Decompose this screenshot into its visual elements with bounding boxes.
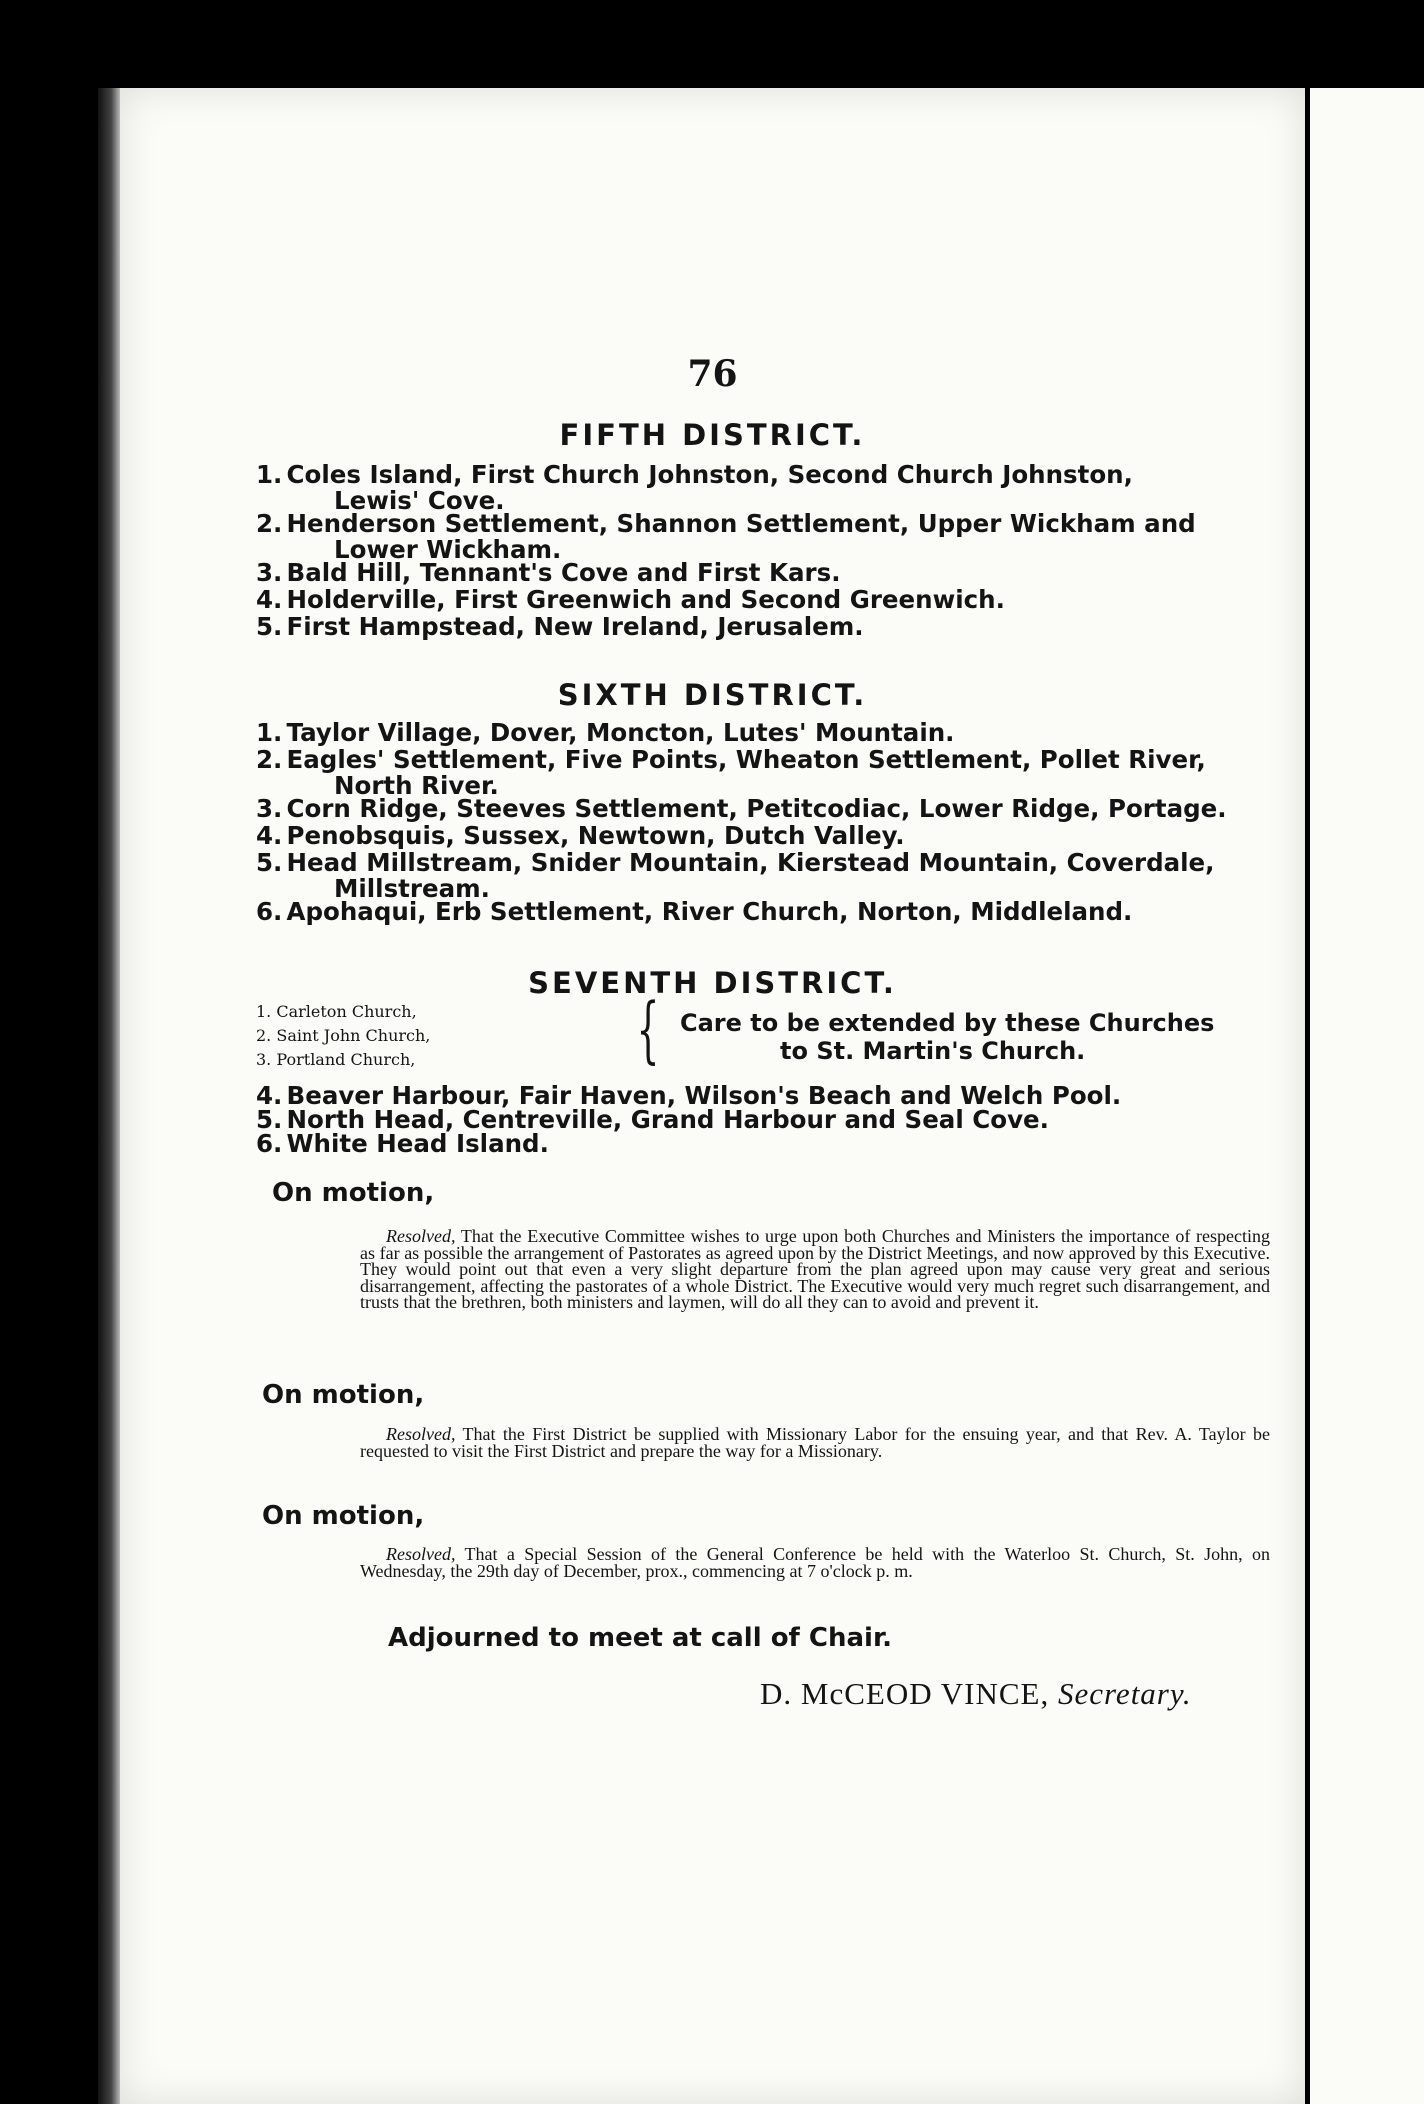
fifth-district-heading: FIFTH DISTRICT. — [559, 418, 866, 452]
list-item: 4. Beaver Harbour, Fair Haven, Wilson's Beach and Welch Pool. — [256, 1081, 1122, 1110]
seventh-brace-group — [256, 1000, 430, 1072]
list-item: 2. Saint John Church, — [256, 1026, 431, 1045]
facing-page-edge — [1310, 88, 1424, 2104]
resolution-1: Resolved, That the Executive Committee wishes to urge upon both Churches and Ministers the importance of respecting as far as possible the arrangement of Pastorates as agreed upon by the District Meetings, and now approved by this Executive. They would point out that even a very slight departure from the plan agreed upon may cause very great and serious disarrangement, affecting the pastorates of a whole District. The Executive would very much regret such disarrangement, and trusts that the brethren, both ministers and laymen, will do all they can to avoid and prevent it. — [360, 1226, 1270, 1312]
motion-label-2: On motion, — [262, 1380, 425, 1410]
list-item: 5. North Head, Centreville, Grand Harbour and Seal Cove. — [256, 1105, 1049, 1134]
list-item: 4. Penobsquis, Sussex, Newtown, Dutch Valley. — [256, 821, 905, 850]
list-item: 2. Henderson Settlement, Shannon Settlement, Upper Wickham and Lower Wickham. — [256, 509, 1196, 564]
brace-note-line-2: to St. Martin's Church. — [780, 1037, 1086, 1065]
list-item: 6. Apohaqui, Erb Settlement, River Church, Norton, Middleland. — [256, 897, 1133, 926]
list-item: 5. Head Millstream, Snider Mountain, Kierstead Mountain, Coverdale, Millstream. — [256, 848, 1215, 903]
list-item: 3. Bald Hill, Tennant's Cove and First Kars. — [256, 558, 841, 587]
list-item: 1. Taylor Village, Dover, Moncton, Lutes' Mountain. — [256, 718, 955, 747]
page-number: 76 — [687, 353, 738, 395]
seventh-district-heading: SEVENTH DISTRICT. — [528, 966, 897, 1000]
list-item: 5. First Hampstead, New Ireland, Jerusalem. — [256, 612, 864, 641]
brace-note-line-1: Care to be extended by these Churches — [680, 1009, 1215, 1037]
motion-label-3: On motion, — [262, 1501, 425, 1531]
adjournment: Adjourned to meet at call of Chair. — [388, 1623, 892, 1653]
list-item: 1. Coles Island, First Church Johnston, Second Church Johnston, Lewis' Cove. — [256, 460, 1133, 515]
sixth-district-heading: SIXTH DISTRICT. — [557, 678, 868, 712]
motion-label-1: On motion, — [272, 1178, 435, 1208]
resolution-3: Resolved, That a Special Session of the General Conference be held with the Waterloo St. Church, St. John, on Wednesday, the 29th day of December, prox., commencing at 7 o'clock p. m. — [360, 1544, 1270, 1581]
resolution-2: Resolved, That the First District be supplied with Missionary Labor for the ensuing year, and that Rev. A. Taylor be requested to visit the First District and prepare the way for a Missionary. — [360, 1424, 1270, 1461]
signature: D. McCEOD VINCE, Secretary. — [760, 1676, 1192, 1711]
list-item: 1. Carleton Church, — [256, 1002, 417, 1021]
list-item: 3. Corn Ridge, Steeves Settlement, Petitcodiac, Lower Ridge, Portage. — [256, 794, 1227, 823]
list-item: 6. White Head Island. — [256, 1129, 549, 1158]
list-item: 3. Portland Church, — [256, 1050, 416, 1069]
list-item: 4. Holderville, First Greenwich and Second Greenwich. — [256, 585, 1005, 614]
page-binding-edge — [98, 88, 120, 2104]
list-item: 2. Eagles' Settlement, Five Points, Wheaton Settlement, Pollet River, North River. — [256, 745, 1206, 800]
curly-brace-icon: { — [636, 987, 660, 1071]
document-page — [120, 88, 1305, 2104]
